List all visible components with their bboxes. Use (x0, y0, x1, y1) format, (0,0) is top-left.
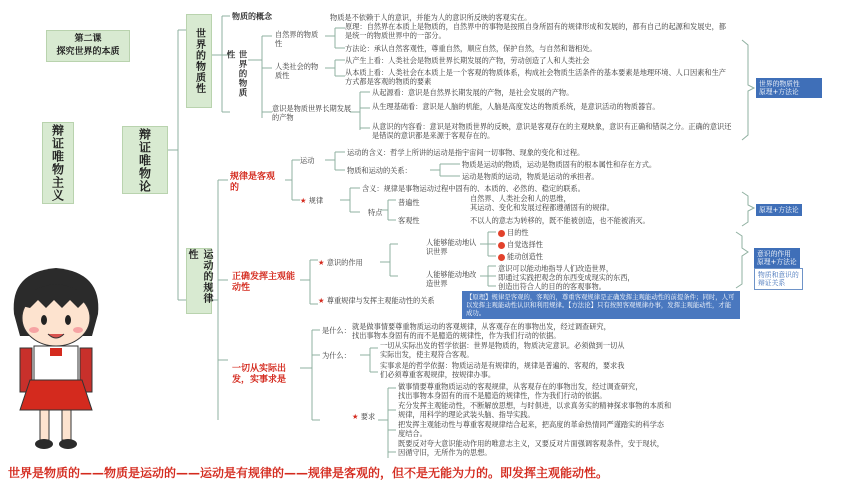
dot-icon (498, 242, 505, 249)
req-r3b: 度结合。 (398, 429, 427, 438)
why-text3: 实事求是的哲学依据：物质运动是有规律的，规律是普遍的、客观的，要求我 (380, 361, 625, 370)
req-r4a: 既要反对夸大意识能动作用的唯意志主义，又要反对片面强调客观条件，安于现状， (398, 439, 664, 448)
society-line2: 从本质上看：人类社会在本质上是一个客观的物质体系，构成社会物质生活条件的基本要素是地理环境、人口因素和生产方式都是客观的物质的要素 (345, 68, 726, 86)
branch-world-materiality-label: 世界的物质性 (193, 28, 205, 94)
side-note-mc-line2: 辩证关系 (758, 279, 786, 287)
society-label: 人类社会的物质性 (275, 62, 319, 80)
req-r3a: 把发挥主观能动性与尊重客观规律结合起来，把高度的革命热情同严谨踏实的科学态 (398, 420, 664, 429)
side-note-materiality (756, 78, 822, 98)
law-label (300, 196, 323, 205)
branch-motion-law-label: 运动的规律性 (186, 249, 212, 304)
law-o1: 不以人的意志为转移的，既不能被创造，也不能被消灭。 (470, 216, 650, 225)
law-objective: 客观性 (398, 216, 420, 225)
law-universal: 普遍性 (398, 198, 420, 207)
req-r4b: 因循守旧，无所作为的思想。 (398, 448, 492, 457)
concept-text: 物质是不依赖于人的意识，并能为人的意识所反映的客观实在。 (330, 13, 532, 22)
side-note-role-line2: 原理+方法论 (757, 258, 797, 266)
motion-meaning: 运动的含义：哲学上所讲的运动是指宇宙间一切事物、现象的变化和过程。 (347, 148, 585, 157)
role-k2 (498, 240, 543, 249)
consciousness-physio: 从生理基础看：意识是人脑的机能，人脑是高度发达的物质系统，是意识活动的物质器官。 (372, 102, 660, 111)
title-line1: 第二课 (74, 34, 102, 44)
role-change: 人能够能动地改造世界 (426, 270, 477, 288)
nature-label: 自然界的物质性 (275, 30, 319, 48)
star-icon: ★ (318, 258, 325, 267)
what-text1: 就是做事情要尊重物质运动的客观规律，从客观存在的事物出发，经过调查研究， (352, 322, 611, 331)
role-k2-text: 自觉选择性 (507, 240, 543, 249)
role-k3-text: 能动创造性 (507, 252, 543, 261)
req-label (352, 412, 375, 421)
respect-note: 【原理】规律是客观的，客观的，尊重客观规律是正确发挥主观能动性的前提条件；同时，人可以发挥主观能动性认识和利用规律。【方法论】只有按照客观规律办事，发挥主观能动性，才能成功。 (462, 291, 740, 319)
role-c1: 意识可以能动地指导人们改造世界， (498, 264, 614, 273)
sub-world-materiality (225, 50, 248, 106)
concept-label: 物质的概念 (232, 12, 272, 21)
star-icon: ★ (352, 412, 359, 421)
role-label-text: 意识的作用 (326, 258, 363, 267)
side-note-role-line1: 意识的作用 (757, 250, 791, 258)
law-objective-label: 规律是客观的 (230, 172, 276, 193)
consciousness-content: 从意识的内容看：意识是对物质世界的反映，意识是客观存在的主观映象，意识有正确和错误之分。正确的意识还是错误的意识都是来源于客观存在的。 (372, 122, 732, 140)
side-note-role (754, 248, 800, 268)
law-label-text: 规律 (308, 196, 324, 205)
side-note-law: 原理+方法论 (756, 204, 802, 216)
footer-text: 世界是物质的——物质是运动的——运动是有规律的——规律是客观的，但不是无能为力的。即发挥主观能动性。 (8, 466, 609, 480)
law-u1: 自然界、人类社会和人的思维， (470, 194, 571, 203)
practice-label: 一切从实际出发，实事求是 (232, 364, 287, 385)
what-text2: 找出事物本身固有的而不是臆造的规律性，作为我们行动的依据。 (352, 331, 561, 340)
side-note-mc-line1: 物质和意识的 (758, 271, 799, 279)
why-text4: 们必须尊重客观规律，按规律办事。 (380, 370, 496, 379)
branch-world-materiality (186, 14, 212, 108)
materialism-theory-label: 辩证唯物论 (137, 127, 152, 193)
req-r2b: 规律，用科学的理论武装头脑、指导实践。 (398, 410, 535, 419)
side-note-materiality-line1: 世界的物质性 (759, 80, 800, 88)
law-meaning: 含义：规律是事物运动过程中固有的、本质的、必然的、稳定的联系。 (362, 184, 585, 193)
nature-principle: 原理：自然界在本质上是物质的，自然界中的事物是按照自身所固有的规律形成和发展的，都有自己的起源和发展史，都是统一的物质世界中的一部分。 (345, 22, 726, 40)
req-r1b: 找出事物本身固有的而不是臆造的规律性，作为我们行动的依据。 (398, 391, 607, 400)
motion-relation-label: 物质和运动的关系： (347, 166, 412, 175)
req-r2a: 充分发挥主观能动性，不断解放思想，与时俱进，以求真务实的精神探求事物的本质和 (398, 401, 672, 410)
side-note-materiality-line2: 原理+方法论 (759, 88, 799, 96)
dot-icon (498, 254, 505, 261)
motion-label: 运动 (300, 156, 315, 165)
req-r1a: 做事情要尊重物质运动的客观规律，从客观存在的事物出发，经过调查研究， (398, 382, 643, 391)
branch-motion-law (186, 248, 212, 314)
star-icon: ★ (318, 296, 325, 305)
dialectical-materialism-label: 辩证唯物主义 (50, 124, 65, 202)
respect-label (318, 296, 458, 305)
role-k3 (498, 252, 543, 261)
star-icon: ★ (300, 196, 307, 205)
role-c2: 即通过实践把观念的东西变成现实的东西， (498, 273, 635, 282)
side-note-matter-consciousness (754, 268, 803, 290)
law-u2: 其运动、变化和发展过程都遵循固有的规律。 (470, 203, 614, 212)
society-line1: 从产生上看：人类社会是物质世界长期发展的产物，劳动创造了人和人类社会 (345, 56, 590, 65)
role-know: 人能够能动地认识世界 (426, 238, 477, 256)
role-c3: 创造出符合人的目的的客观事物。 (498, 282, 606, 291)
what-label: 是什么： (322, 326, 351, 335)
role-k1 (498, 228, 529, 237)
consciousness-origin: 从起源看：意识是自然界长期发展的产物，是社会发展的产物。 (372, 88, 574, 97)
why-text1: 一切从实际出发的哲学依据：世界是物质的，物质决定意识。必须做到一切从 (380, 341, 625, 350)
footer-banner (0, 460, 860, 484)
title-box (46, 30, 130, 62)
role-k1-text: 目的性 (507, 228, 529, 237)
consciousness-label: 意识是物质世界长期发展的产物 (272, 104, 352, 122)
initiative-label: 正确发挥主观能动性 (232, 272, 296, 293)
law-feature: 特点 (368, 208, 383, 217)
motion-rel1: 物质是运动的物质，运动是物质固有的根本属性和存在方式。 (462, 160, 657, 169)
dot-icon (498, 230, 505, 237)
materialism-theory-box (122, 126, 168, 194)
role-label (318, 258, 363, 267)
nature-method: 方法论：承认自然客观性，尊重自然，顺应自然，保护自然，与自然和谐相处。 (345, 44, 597, 53)
dialectical-materialism-box (42, 122, 74, 204)
req-label-text: 要求 (360, 412, 376, 421)
why-label: 为什么： (322, 351, 351, 360)
sub-world-materiality-label: 世界的物质性 (225, 50, 247, 98)
motion-rel2: 运动是物质的运动，物质是运动的承担者。 (462, 172, 599, 181)
title-line2: 探究世界的本质 (56, 47, 120, 57)
cartoon-girl-illustration (0, 262, 112, 458)
why-text2: 实际出发，使主观符合客观。 (380, 350, 474, 359)
respect-label-text: 尊重规律与发挥主观能动性的关系 (326, 296, 435, 305)
